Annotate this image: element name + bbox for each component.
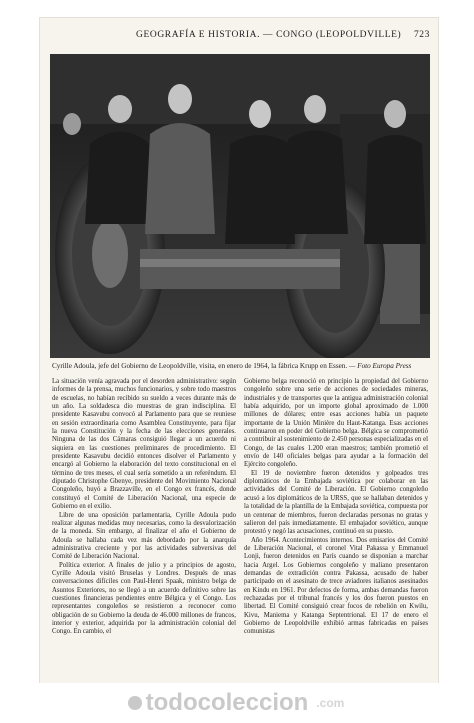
article-columns xyxy=(52,378,428,678)
photo-caption xyxy=(52,362,432,371)
watermark-logo xyxy=(130,689,345,717)
caption-text: Cyrille Adoula, jefe del Gobierno de Leopoldville, visita, en enero de 1964, la fábrica Krupp en Essen. xyxy=(52,362,348,370)
photograph xyxy=(50,54,430,358)
paragraph: Política exterior. A finales de julio y a principios de agosto, Cyrille Adoula visitó Bruselas y Londres. Después de unas conversaciones difíciles con Paul-Henri Spaak, ministro belga de Asuntos Exteriores, no se llegó a un acuerdo definitivo sobre las cuestiones financieras pendientes entre Bélgica y el Congo. Los representantes congoleños se resistieron a reconocer como obligación de su Gobierno la deuda de 46.000 millones de francos, interior y exterior, adquirida por la administración colonial del Congo. En cambio, el xyxy=(52,561,236,636)
photo-credit: — Foto Europa Press xyxy=(349,362,412,370)
factory-photo-illustration xyxy=(50,54,430,358)
book-page xyxy=(40,18,438,683)
paragraph: Año 1964. Acontecimientos internos. Dos emisarios del Comité de Liberación Nacional, el coronel Vital Pakassa y Emmanuel Lonji, fueron detenidos en París cuando se disponían a marchar hacia Argel. Los Gobiernos congoleño y maliano presentaron demandas de extradición contra Pakassa, acusado de haber participado en el asesinato de trece aviadores italianos asesinados en Kindu en 1961. Por defectos de forma, ambas demandas fueron rechazadas por el tribunal francés y los dos fueron puestos en libertad. El Comité consiguió crear focos de rebelión en Kwilu, Kivu, Maniema y Katanga Septentrional. El 17 de enero el Gobierno de Leopoldville exhibió armas fabricadas en países comunistas xyxy=(244,536,428,636)
watermark-dot-icon xyxy=(128,696,142,710)
running-header xyxy=(48,30,438,44)
watermark-brand: todocoleccion xyxy=(145,689,309,716)
watermark-bar xyxy=(0,683,474,723)
paragraph: Libre de una oposición parlamentaria, Cyrille Adoula pudo realizar algunas medidas muy necesarias, como la desvalorización de la moneda. Sin embargo, al finalizar el año el Gobierno de Adoula se hallaba cada vez más debordado por la anarquía administrativa creciente y por las actividades subversivas del Comité de Liberación Nacional. xyxy=(52,511,236,561)
paragraph: Gobierno belga reconoció en principio la propiedad del Gobierno congoleño sobre una serie de acciones de sociedades mineras, industriales y de transportes que la antigua administración colonial había adquirido, por un importe global aproximado de 1.000 millones de dólares; entre esas acciones había un paquete importante de la Unión Minière du Haut-Katanga. Esas acciones continuaron en poder del Gobierno belga. Bélgica se comprometió a contribuir al sostenimiento de 2.450 personas especializadas en el Congo, de las cuales 1.200 eran maestros; también prometió el envío de 140 oficiales belgas para ayudar a la formación del Ejército congoleño. xyxy=(244,378,428,469)
running-title: GEOGRAFÍA E HISTORIA. — CONGO (LEOPOLDVILLE) xyxy=(136,30,402,40)
watermark-suffix: .com xyxy=(316,696,345,710)
left-column xyxy=(52,378,236,678)
paragraph: El 19 de noviembre fueron detenidos y golpeados tres diplomáticos de la Embajada soviética por colaborar en las actividades del Comité de Liberación. El Gobierno congoleño acusó a los diplomáticos de la URSS, que se hallaban detenidos y la totalidad de la plantilla de la Embajada soviética, compuesta por un centenar de miembros, fueron declaradas personas no gratas y salieron del país inmediatamente. El embajador soviético, aunque protestó y negó las acusaciones, continuó en su puesto. xyxy=(244,469,428,536)
paragraph: La situación venía agravada por el desorden administrativo: según informes de la prensa, muchos funcionarios, y sobre todo maestros de escuelas, no habían recibido su sueldo a veces durante más de un año. La soldadesca dio muestras de gran indisciplina. El presidente Kasavubu convocó al Parlamento para que se reuniese en sesión extraordinaria como Asamblea Constituyente, para fijar la nueva Constitución y la fecha de las elecciones generales. Ninguna de las dos Cámaras consiguió llegar a un acuerdo ni siquiera en las cuestiones preliminares de procedimiento. El presidente Kasavubu decidió entonces disolver el Parlamento y encargó al Gobierno la elaboración del texto constitucional en el término de tres meses, el cual sería sometido a un referéndum. El diputado Christophe Gbenye, presidente del Movimiento Nacional Congoleño, huyó a Brazzaville, en el Congo ex francés, donde constituyó el Comité de Liberación Nacional, una especie de Gobierno en el exilio. xyxy=(52,378,236,511)
right-column xyxy=(244,378,428,678)
page-number: 723 xyxy=(413,30,430,40)
